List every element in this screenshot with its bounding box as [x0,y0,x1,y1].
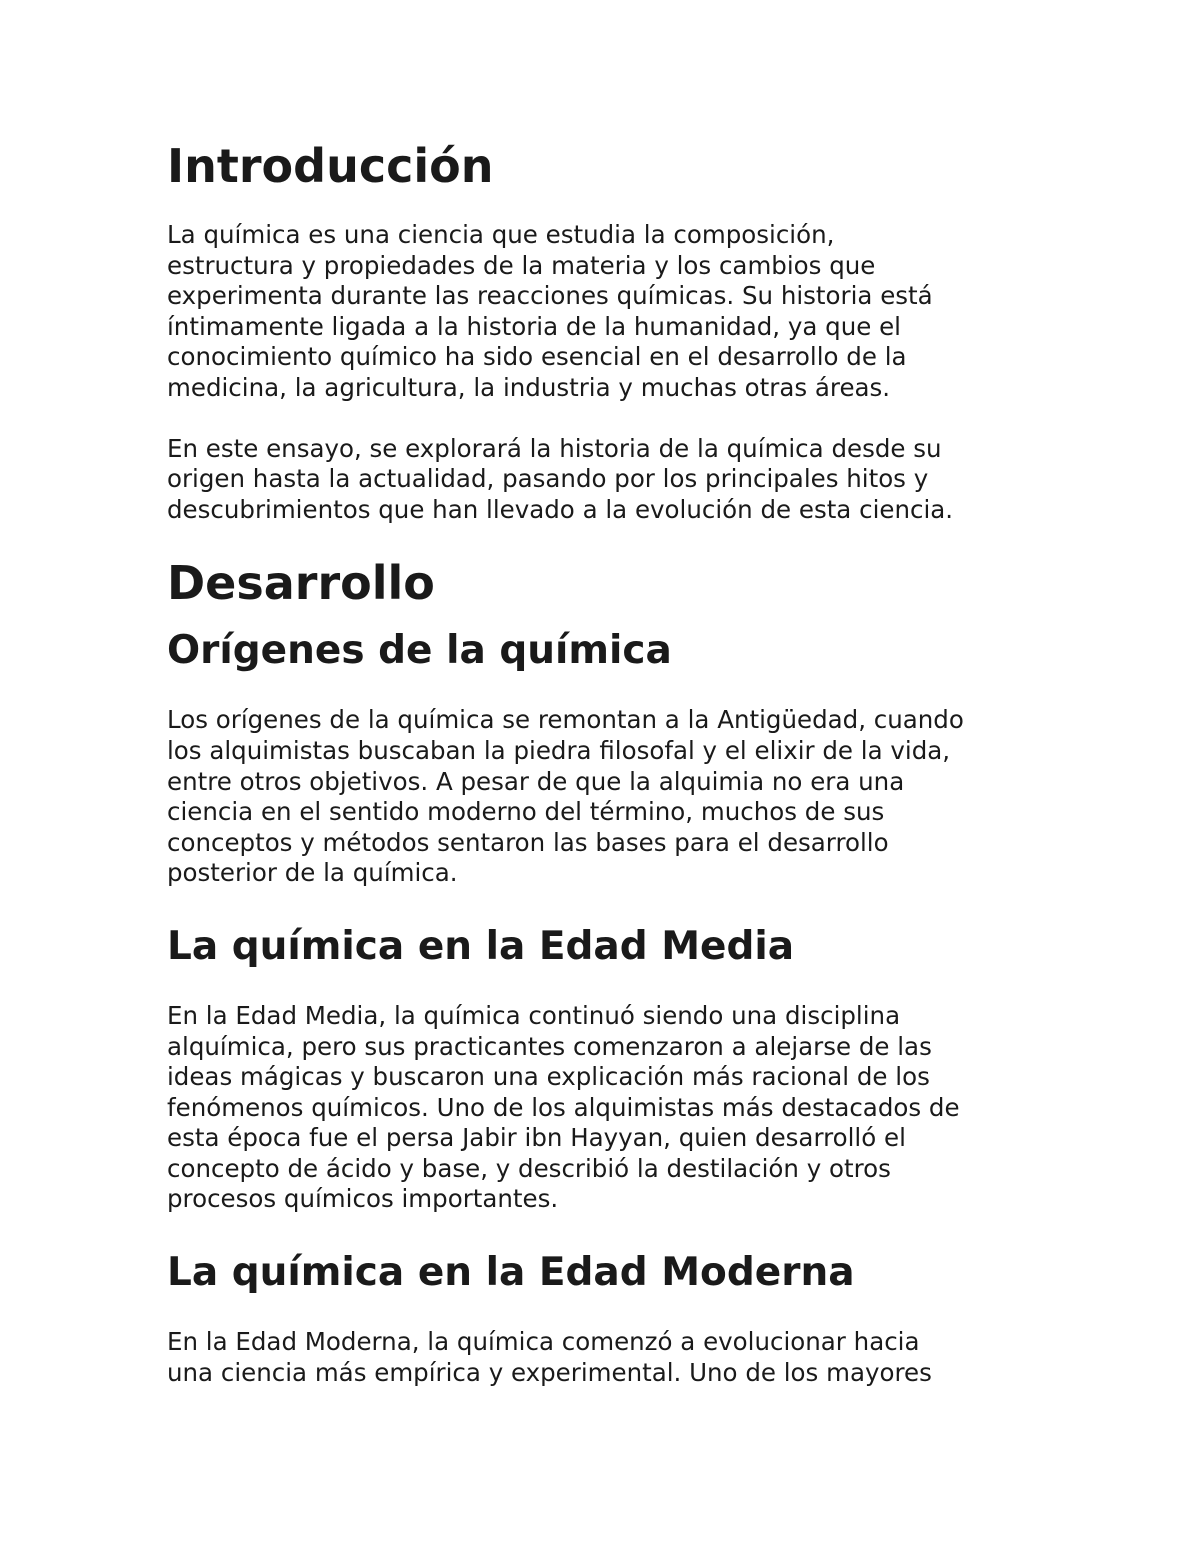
paragraph [167,1327,1047,1388]
text-line: En este ensayo, se explorará la historia de la química desde su [167,433,942,463]
text-line: estructura y propiedades de la materia y los cambios que [167,250,876,280]
paragraph [167,434,1047,526]
text-line: Los orígenes de la química se remontan a la Antigüedad, cuando [167,705,964,735]
text-line: alquímica, pero sus practicantes comenzaron a alejarse de las [167,1031,932,1061]
paragraph [167,220,1047,404]
text-line: entre otros objetivos. A pesar de que la alquimia no era una [167,766,905,796]
heading-desarrollo: Desarrollo [167,556,435,611]
text-line: medicina, la agricultura, la industria y muchas otras áreas. [167,372,891,402]
heading-origenes: Orígenes de la química [167,628,672,674]
paragraph [167,705,1047,889]
text-line: ideas mágicas y buscaron una explicación más racional de los [167,1062,930,1092]
text-line: los alquimistas buscaban la piedra filosofal y el elixir de la vida, [167,735,951,765]
text-line: posterior de la química. [167,858,458,888]
document-body [167,138,1047,1388]
text-line: fenómenos químicos. Uno de los alquimistas más destacados de [167,1092,960,1122]
text-line: En la Edad Media, la química continuó siendo una disciplina [167,1000,901,1030]
text-line: La química es una ciencia que estudia la composición, [167,220,835,249]
heading-introduccion: Introducción [167,139,494,193]
text-line: concepto de ácido y base, y describió la destilación y otros [167,1153,891,1183]
text-line: ciencia en el sentido moderno del término, muchos de sus [167,797,885,827]
heading-edad-moderna: La química en la Edad Moderna [167,1250,855,1296]
text-line: una ciencia más empírica y experimental. Uno de los mayores [167,1357,932,1387]
text-line: origen hasta la actualidad, pasando por los principales hitos y [167,464,929,494]
heading-edad-media: La química en la Edad Media [167,923,795,969]
paragraph [167,1001,1047,1215]
text-line: procesos químicos importantes. [167,1184,559,1214]
text-line: descubrimientos que han llevado a la evolución de esta ciencia. [167,494,954,524]
text-line: esta época fue el persa Jabir ibn Hayyan, quien desarrolló el [167,1123,906,1153]
text-line: conocimiento químico ha sido esencial en el desarrollo de la [167,342,907,372]
text-line: En la Edad Moderna, la química comenzó a evolucionar hacia [167,1327,920,1357]
text-line: conceptos y métodos sentaron las bases para el desarrollo [167,827,889,857]
text-line: íntimamente ligada a la historia de la humanidad, ya que el [167,311,901,341]
text-line: experimenta durante las reacciones químicas. Su historia está [167,281,933,311]
